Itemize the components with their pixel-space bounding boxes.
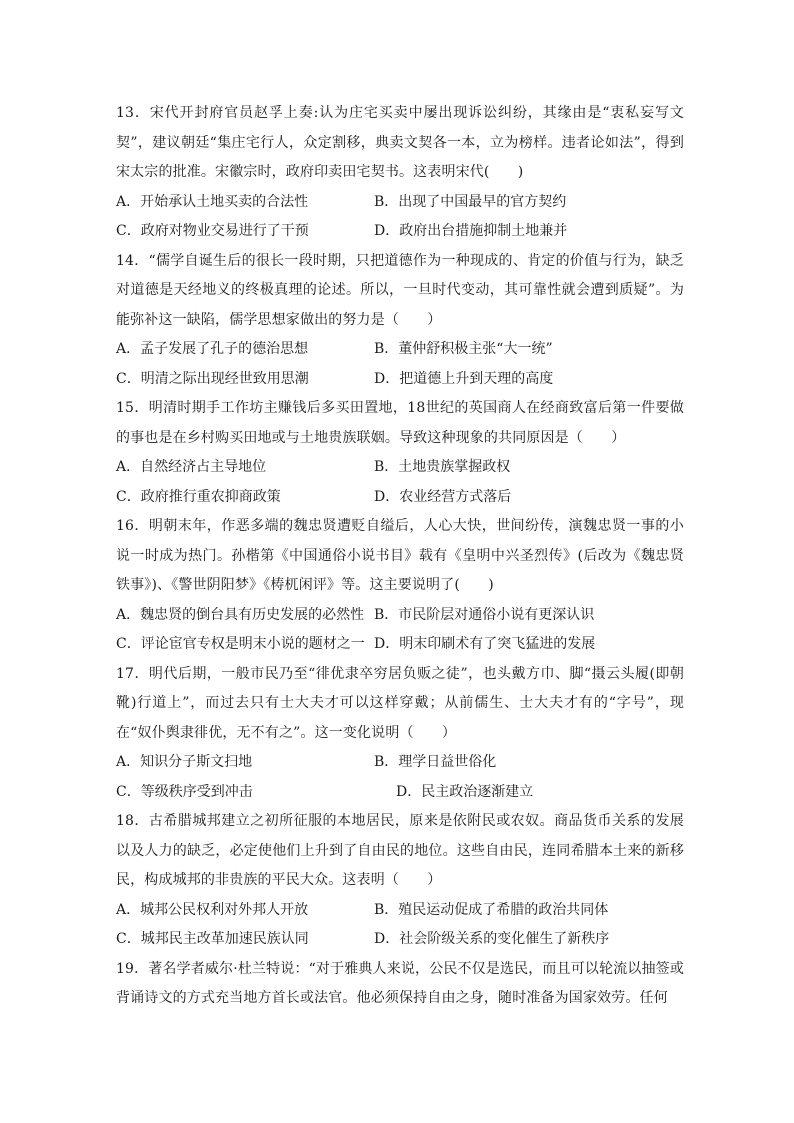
option-row [116, 925, 684, 955]
option-b: B．董仲舒积极主张“大一统” [374, 341, 553, 357]
option-row [116, 217, 684, 247]
option-row [116, 778, 684, 808]
option-b: B．殖民运动促成了希腊的政治共同体 [374, 901, 609, 918]
question-stem: 14．“儒学自诞生后的很长一段时期，只把道德作为一种现成的、肯定的价值与行为，缺乏对道德是天经地义的终极真理的论述。所以，一旦时代变动，其可靠性就会遭到质疑”。为能弥补这一缺陷，儒学思想家做出的努力是（ ） [116, 252, 684, 328]
option-a: A．开始承认土地买卖的合法性 [116, 193, 309, 210]
option-row [116, 335, 684, 365]
question-19 [116, 955, 684, 1014]
option-b: B．土地贵族掌握政权 [374, 459, 511, 475]
option-b: B．出现了中国最早的官方契约 [374, 193, 567, 210]
question-15 [116, 394, 684, 512]
question-16 [116, 512, 684, 660]
option-row [116, 188, 684, 218]
option-a: A．城邦公民权利对外邦人开放 [116, 901, 309, 918]
option-d: D．明末印刷术有了突飞猛进的发展 [374, 636, 596, 652]
option-d: D．社会阶级关系的变化催生了新秩序 [374, 931, 610, 947]
option-b: B．市民阶层对通俗小说有更深认识 [374, 606, 595, 623]
option-row [116, 365, 684, 395]
question-stem: 16．明朝末年，作恶多端的魏忠贤遭贬自缢后，人心大快，世间纷传，演魏忠贤一事的小说一时成为热门。孙楷第《中国通俗小说书目》载有《皇明中兴圣烈传》(后改为《魏忠贤铁事》)、《警世阴阳梦》《梼杌闲评》等。这主要说明了( ) [116, 518, 684, 593]
option-row [116, 483, 684, 513]
option-a: A．知识分子斯文扫地 [116, 754, 253, 770]
question-stem: 15．明清时期手工作坊主赚钱后多买田置地，18世纪的英国商人在经商致富后第一件要做的事也是在乡村购买田地或与土地贵族联姻。导致这种现象的共同原因是（ ） [116, 400, 684, 446]
question-14 [116, 247, 684, 395]
question-stem: 17．明代后期，一般市民乃至“徘优隶卒穷居负贩之徒”，也头戴方巾、脚“摄云头履(即朝靴)行道上”，而过去只有士大夫才可以这样穿戴；从前儒生、士大夫才有的“字号”，现在“奴仆舆隶徘优，无不有之”。这一变化说明（ ） [116, 665, 684, 741]
option-row [116, 453, 684, 483]
option-d: D．政府出台措施抑制土地兼并 [374, 223, 568, 239]
question-17 [116, 660, 684, 808]
option-row [116, 896, 684, 926]
option-b: B．理学日益世俗化 [374, 754, 497, 770]
question-13 [116, 99, 684, 247]
question-stem: 13．宋代开封府官员赵孚上奏:认为庄宅买卖中屡出现诉讼纠纷，其缘由是“衷私妄写文契”，建议朝廷“集庄宅行人，众定割移，典卖文契各一本，立为榜样。违者论如法”，得到宋太宗的批准。宋徽宗时，政府印卖田宅契书。这表明宋代( ) [116, 105, 684, 180]
option-row [116, 601, 684, 631]
question-18 [116, 807, 684, 955]
option-row [116, 748, 684, 778]
option-a: A．自然经济占主导地位 [116, 459, 267, 475]
option-c: C．城邦民主改革加速民族认同 [116, 931, 309, 947]
option-c: C．等级秩序受到冲击 [116, 783, 253, 800]
option-c: C．政府对物业交易进行了干预 [116, 223, 309, 239]
option-c: C．政府推行重农抑商政策 [116, 488, 281, 505]
question-stem: 19．著名学者威尔·杜兰特说：“对于雅典人来说，公民不仅是选民，而且可以轮流以抽签或背诵诗文的方式充当地方首长或法官。他必须保持自由之身，随时准备为国家效劳。任何 [116, 960, 684, 1006]
option-a: A．孟子发展了孔子的德治思想 [116, 341, 309, 357]
option-d: D．把道德上升到天理的高度 [374, 370, 554, 387]
option-row [116, 630, 684, 660]
option-c: C．明清之际出现经世致用思潮 [116, 370, 309, 387]
question-stem: 18．古希腊城邦建立之初所征服的本地居民，原来是依附民或农奴。商品货币关系的发展以及人力的缺乏，必定使他们上升到了自由民的地位。这些自由民，连同希腊本土来的新移民，构成城邦的非贵族的平民大众。这表明（ ） [116, 813, 684, 888]
option-a: A．魏忠贤的倒台具有历史发展的必然性 [116, 606, 365, 623]
option-d: D．民主政治逐渐建立 [396, 783, 534, 800]
option-c: C．评论宦官专权是明末小说的题材之一 [116, 636, 365, 652]
option-d: D．农业经营方式落后 [374, 488, 512, 505]
